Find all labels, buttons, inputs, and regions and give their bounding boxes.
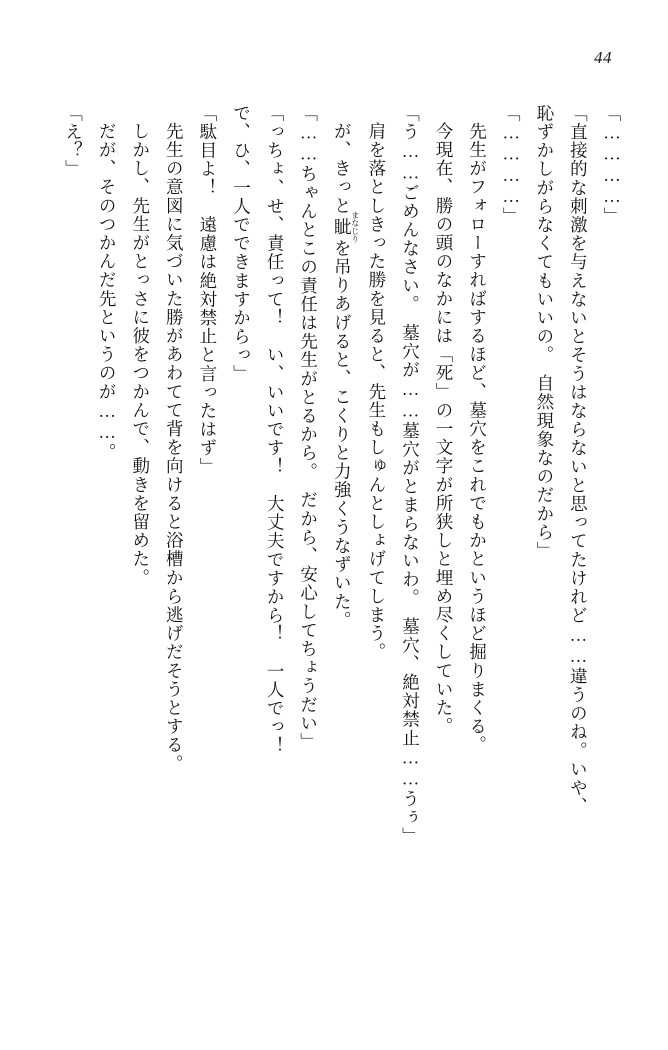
- paragraph: 「直接的な刺激を与えないとそうはならないと思ってたけれど……違うのね。いや、: [568, 104, 589, 816]
- paragraph: 「…………」: [501, 104, 522, 226]
- page-number: 44: [594, 48, 612, 67]
- ruby-prefix: が、きっと: [332, 121, 353, 215]
- paragraph: 「え？」: [63, 104, 84, 179]
- paragraph: 「う……ごめんなさい。 墓穴が……墓穴がとまらないわ。 墓穴、絶対禁止……うぅ」: [400, 104, 421, 846]
- paragraph: 恥ずかしがらなくてもいいの。 自然現象なのだから」: [534, 104, 555, 561]
- paragraph: だが、そのつかんだ先というのが……。: [97, 121, 118, 462]
- paragraph-with-ruby: [325, 104, 360, 1004]
- ruby-text: まなじり: [350, 210, 360, 243]
- paragraph: 肩を落としきった勝を見ると、先生もしゅんとしょげてしまう。: [366, 121, 387, 661]
- paragraph: 今現在、勝の頭のなかには「死」の一文字が所狭しと埋め尽くしていた。: [434, 121, 455, 736]
- paragraph: 「……ちゃんとこの責任は先生がとるから。 だから、安心してちょうだい」: [298, 104, 319, 752]
- paragraph: で、ひ、一人でできますからっ」: [231, 104, 252, 383]
- paragraph: 「…………」: [602, 104, 622, 226]
- ruby-base: 眦: [332, 210, 353, 243]
- body-text-vertical: [36, 104, 628, 1004]
- ruby-annotation: [332, 210, 360, 243]
- paragraph: 先生がフォローすればするほど、墓穴をこれでもかというほど掘りまくる。: [467, 121, 488, 754]
- paragraph: 「っちょ、せ、責任って！ い、いいです！ 大丈夫ですから！ 一人でっ！: [265, 104, 286, 755]
- paragraph: 先生の意図に気づいた勝があわてて背を向けると浴槽から逃げだそうとする。: [164, 121, 185, 773]
- ruby-suffix: を吊りあげると、こくりと力強くうなずいた。: [332, 238, 353, 630]
- paragraph: 「駄目よ！ 遠慮は絶対禁止と言ったはず」: [197, 104, 218, 476]
- paragraph: しかし、先生がとっさに彼をつかんで、動きを留めた。: [130, 121, 151, 587]
